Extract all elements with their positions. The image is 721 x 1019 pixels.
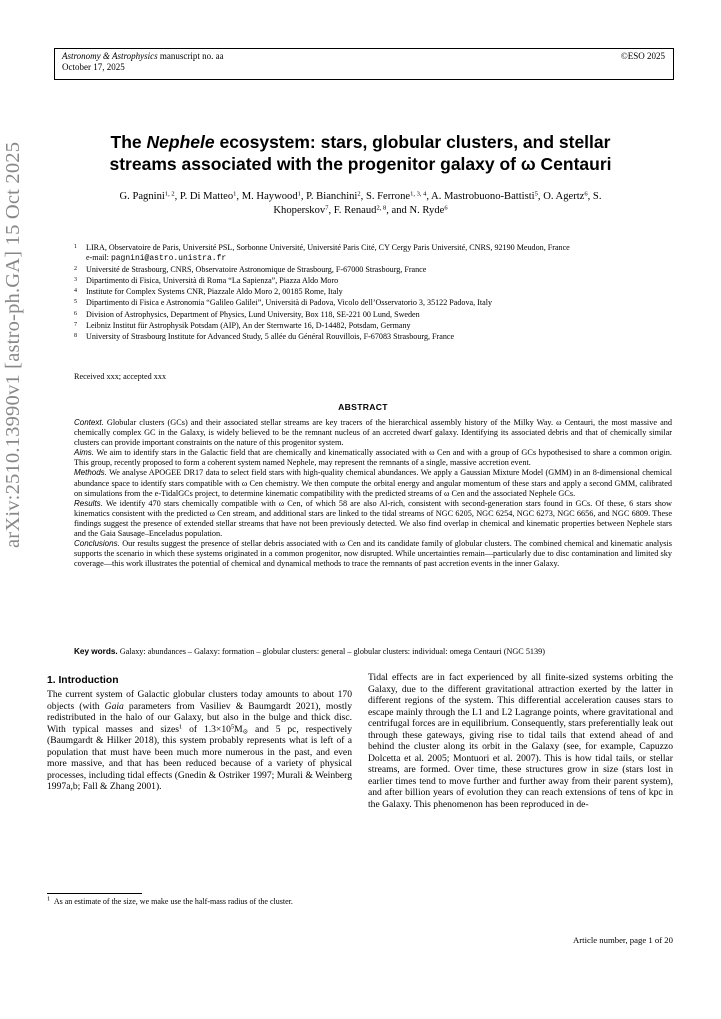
keywords-label: Key words.: [74, 647, 118, 656]
intro-right-column: Tidal effects are in fact experienced by all finite-sized systems orbiting the Galaxy, due to the different gravitational attraction exerted by the latter in different regions of the system. This differential acceleration causes stars to escape mainly through the L1 and L2 Lagrange points, where gravitational and centrifugal forces are in equilibrium. Consequently, stars preferentially leak out through these gateways, giving rise to tidal tails that extend ahead of and behind the cluster along its orbit in the Galaxy (see, for example, Capuzzo Dolcetta et al. 2005; Montuori et al. 2007). This is how tidal tails, or stellar streams, are formed. Over time, these structures grow in size (stars lost in earlier times tend to move further and further away from their parent system), and after billion years of evolution they can reach extensions of tens of kpc in the Galaxy. This phenomenon has been reproduced in de-: [368, 672, 673, 810]
author-name: Khoperskov: [273, 205, 326, 216]
author-affil-sup: 7: [325, 204, 329, 212]
abstract-section-label: Methods.: [74, 468, 107, 478]
author-name: P. Bianchini: [306, 191, 358, 202]
affiliation: 1 LIRA, Observatoire de Paris, Université PSL, Sorbonne Université, Université Paris Cité, CY Cergy Paris Université, CNRS, 92190 Meudon, France: [74, 243, 570, 252]
affiliation: 8 University of Strasbourg Institute for Advanced Study, 5 allée du Général Rouvillois, F-67083 Strasbourg, France: [74, 331, 455, 341]
title-italic: Nephele: [146, 132, 215, 152]
author-affil-sup: 2: [357, 190, 361, 198]
email-link[interactable]: pagnini@astro.unistra.fr: [110, 254, 227, 264]
keywords-text: Galaxy: abundances – Galaxy: formation – globular clusters: general – globular clusters: individual: omega Centauri (NGC 5139): [119, 647, 545, 656]
affiliation: 5 Dipartimento di Fisica e Astronomia “Galileo Galilei”, Università di Padova, Vicolo dell’Osservatorio 3, 35122 Padova, Italy: [74, 298, 492, 308]
abstract-body: [74, 418, 672, 569]
footnote: $^1$ As an estimate of the size, we make use the half-mass radius of the cluster.: [47, 895, 293, 906]
affiliations: [74, 242, 672, 342]
page-number: Article number, page 1 of 20: [572, 935, 673, 945]
abstract-section-label: Aims.: [74, 448, 94, 458]
author-affil-sup: 1, 3, 4: [410, 190, 427, 198]
author-name: S. Ferrone: [365, 191, 411, 202]
abstract-section-label: Context.: [74, 418, 104, 427]
affiliation: 7 Leibniz Institut für Astrophysik Potsdam (AIP), An der Sternwarte 16, D-14482, Potsdam, Germany: [74, 320, 411, 330]
affiliation: 2 Université de Strasbourg, CNRS, Observatoire Astronomique de Strasbourg, F-67000 Strasbourg, France: [74, 265, 427, 275]
abstract-section: Results. We identify 470 stars chemically compatible with ω Cen, of which 58 are also Al-rich, consistent with second-generation stars found in GCs. Of these, 6 stars show kinematics consistent with the predicted ω Cen stream, and additional stars are linked to the tidal streams of NGC 6205, NGC 6254, NGC 6273, NGC 6656, and NGC 6809. These findings suggest the presence of extended stellar streams that have not been previously detected. We also find overlap in chemical and kinematic properties between Nephele stars and the Gaia Sausage–Enceladus population.: [74, 498, 672, 539]
arxiv-stamp[interactable]: arXiv:2510.13990v1 [astro-ph.GA] 15 Oct 2025: [2, 141, 24, 548]
header-date: October 17, 2025: [62, 62, 125, 72]
affiliation: 6 Division of Astrophysics, Department of Physics, Lund University, Box 118, SE-221 00 Lund, Sweden: [74, 309, 420, 319]
footnote-mark[interactable]: 1: [178, 723, 183, 730]
author-affil-sup: 6: [584, 190, 588, 198]
abstract-section-label: Results.: [74, 498, 103, 508]
author-affil-sup: 6: [444, 204, 448, 212]
abstract-section: Aims. We aim to identify stars in the Galactic field that are chemically and kinematically associated with ω Cen and with a group of GCs hypothesised to share a common origin. This group, recently proposed to form a coherent system named Nephele, may represent the remnants of a single, massive accretion event.: [74, 448, 672, 468]
author-list: G. Pagnini$^{1, 2}$, P. Di Matteo$^1$, M. Haywood$^1$, P. Bianchini$^2$, S. Ferrone$^{1, 3, 4}$, A. Mastrobuono-Battisti$^5$, O. Agertz$^6$, S. Khoperskov$^7$, F. Renaud$^{2, 8}$, and N. Ryde$^6$: [119, 190, 602, 216]
footnote-rule: [47, 893, 142, 894]
author-name: O. Agertz: [543, 191, 585, 202]
received-line: Received xxx; accepted xxx: [74, 372, 167, 381]
author-name: M. Haywood: [241, 191, 298, 202]
author-name: G. Pagnini: [119, 191, 165, 202]
abstract-section: Conclusions. Our results suggest the presence of stellar debris associated with ω Cen and its candidate family of globular clusters. The combined chemical and kinematic analysis supports the scenario in which these systems originated in a common progenitor, now disrupted. While uncertainties remain—particularly due to disc contamination and limited sky coverage—this work illustrates the potential of chemical and dynamical methods to trace the remnants of past accretion events in the inner Galaxy.: [74, 539, 673, 569]
affiliation: 3 Dipartimento di Fisica, Università di Roma “La Sapienza”, Piazza Aldo Moro: [74, 276, 339, 286]
copyright: ©ESO 2025: [620, 51, 665, 61]
affiliation: 4 Institute for Complex Systems CNR, Piazzale Aldo Moro 2, 00185 Rome, Italy: [74, 287, 343, 297]
author-name: S.: [592, 191, 602, 202]
intro-left-column: The current system of Galactic globular clusters today amounts to about 170 objects (with Gaia parameters from Vasiliev & Baumgardt 2021), mostly redistributed in the halo of our Galaxy, but also in the bulge and thick disc. With typical masses and sizes$^1$ of $1.3\times 10^5M_⊙$ and 5 pc, respectively (Baumgardt & Hilker 2018), this system probably represents what is left of a population that must have been much more numerous in the past, and even more massive, and that has been reduced because of a variety of physical processes, including tidal effects (Gnedin & Ostriker 1997; Murali & Weinberg 1997a,b; Fall & Zhang 2001).: [47, 689, 352, 792]
abstract-section: Context. Globular clusters (GCs) and their associated stellar streams are key tracers of the hierarchical assembly history of the Milky Way. ω Centauri, the most massive and chemically complex GC in the Galaxy, is widely believed to be the remnant nucleus of an accreted dwarf galaxy. Identifying its associated debris and that of chemically similar clusters can provide important constraints on the nature of this progenitor system.: [74, 418, 672, 448]
author-name: F. Renaud: [333, 205, 377, 216]
manuscript-number: manuscript no. aa: [159, 51, 224, 61]
author-affil-sup: 1: [233, 190, 237, 198]
abstract-heading: ABSTRACT: [338, 402, 388, 412]
section-heading: 1. Introduction: [47, 675, 119, 686]
author-name: and N. Ryde: [391, 205, 445, 216]
keywords: [74, 647, 672, 657]
journal-name: Astronomy & Astrophysics: [62, 51, 158, 61]
author-affil-sup: 2, 8: [376, 204, 387, 212]
abstract-section: Methods. We analyse APOGEE DR17 data to select field stars with high-quality chemical abundances. We apply a Gaussian Mixture Model (GMM) in an 8-dimensional chemical abundance space to identify stars compatible with ω Cen chemistry. We then compute the orbital energy and angular momentum of these stars and apply a second GMM, calibrated on simulations from the e-TidalGCs project, to determine kinematic compatibility with the predicted streams of ω Cen and the associated Nephele GCs.: [74, 468, 672, 498]
affiliation: e-mail: pagnini@astro.unistra.fr: [86, 253, 227, 264]
paper-title: The Nephele ecosystem: stars, globular clusters, and stellar streams associated with the progenitor galaxy of ω Centauri: [109, 132, 612, 174]
author-affil-sup: 1: [297, 190, 301, 198]
author-affil-sup: 1, 2: [164, 190, 175, 198]
journal-header: [62, 51, 224, 73]
author-name: A. Mastrobuono-Battisti: [431, 191, 535, 202]
author-affil-sup: 5: [534, 190, 538, 198]
author-name: P. Di Matteo: [179, 191, 234, 202]
abstract-section-label: Conclusions.: [74, 539, 120, 549]
